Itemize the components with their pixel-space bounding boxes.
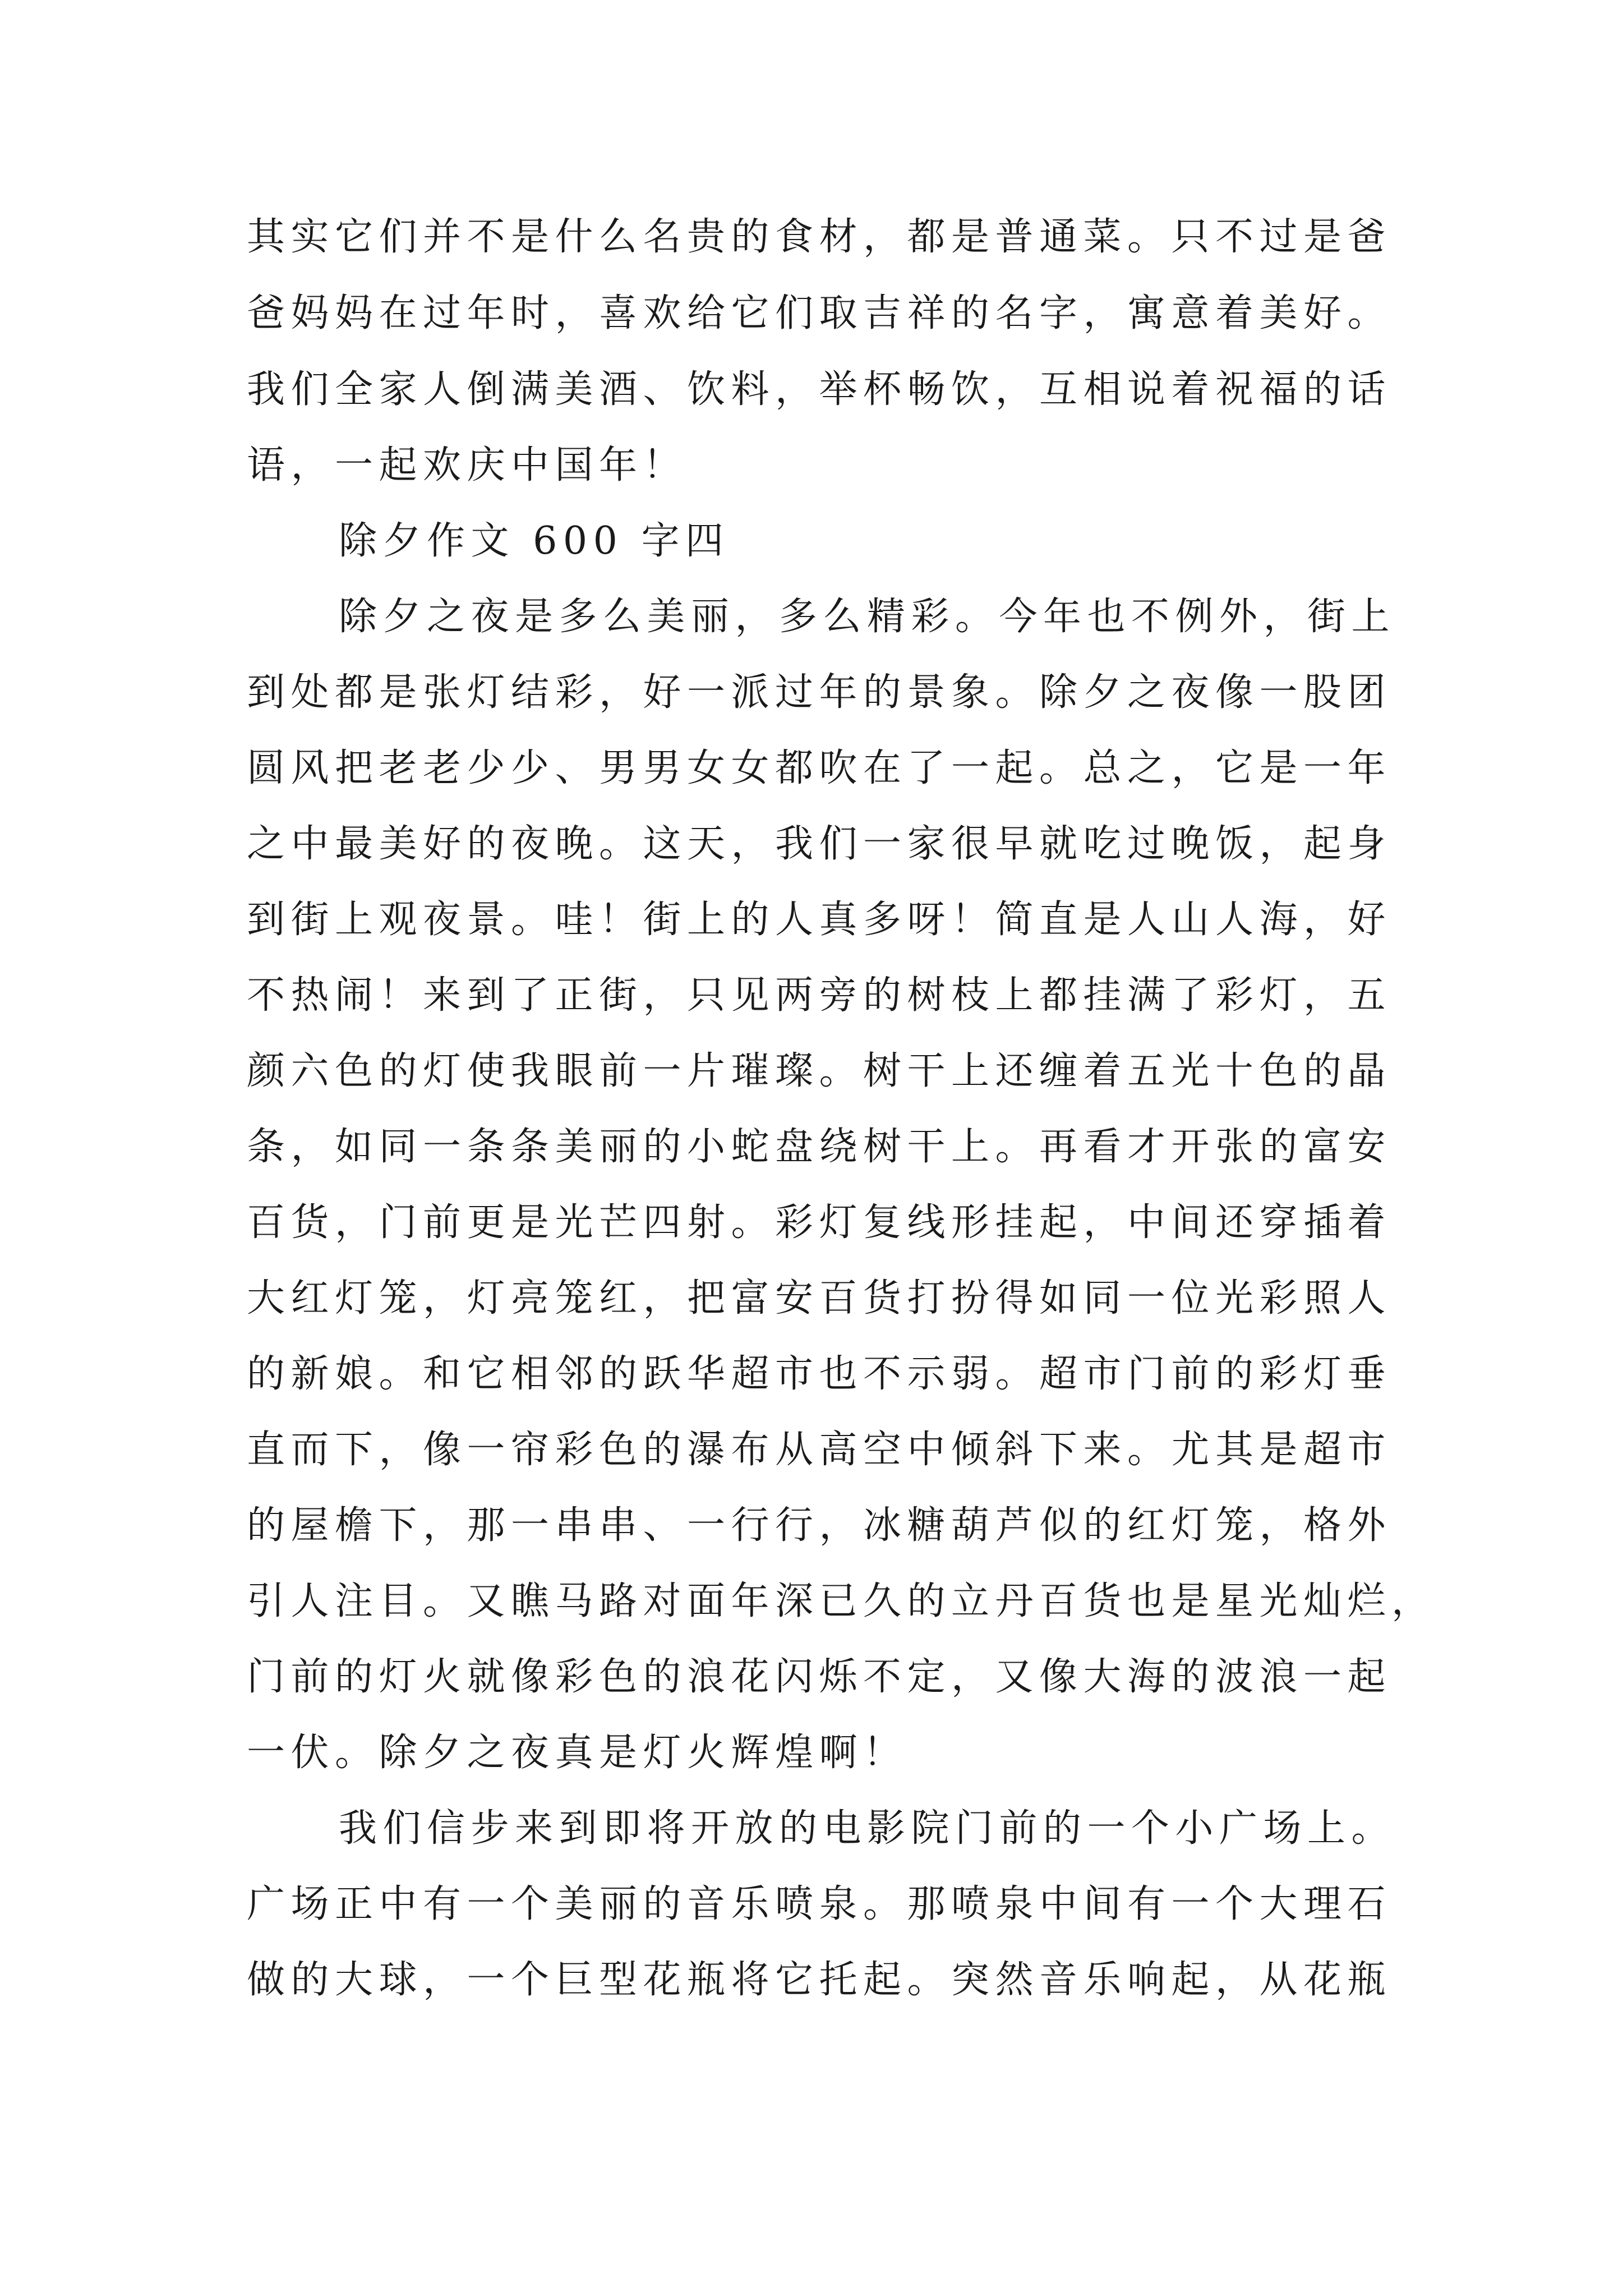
text-line: 做的大球，一个巨型花瓶将它托起。突然音乐响起，从花瓶: [247, 1958, 1392, 2002]
text-line: 到街上观夜景。哇！街上的人真多呀！简直是人山人海，好: [247, 898, 1392, 942]
text-line: 到处都是张灯结彩，好一派过年的景象。除夕之夜像一股团: [247, 670, 1392, 715]
text-line: 我们全家人倒满美酒、饮料，举杯畅饮，互相说着祝福的话: [247, 367, 1392, 412]
text-line: 语，一起欢庆中国年！: [247, 443, 688, 487]
text-line: 一伏。除夕之夜真是灯火辉煌啊！: [247, 1731, 907, 1775]
text-line: 门前的灯火就像彩色的浪花闪烁不定，又像大海的波浪一起: [247, 1655, 1392, 1699]
text-line: 大红灯笼，灯亮笼红，把富安百货打扮得如同一位光彩照人: [247, 1276, 1392, 1320]
section-heading: 除夕作文 600 字四: [339, 519, 730, 563]
text-line: 不热闹！来到了正街，只见两旁的树枝上都挂满了彩灯，五: [247, 973, 1392, 1018]
text-line: 之中最美好的夜晚。这天，我们一家很早就吃过晚饭，起身: [247, 822, 1392, 866]
text-line: 我们信步来到即将开放的电影院门前的一个小广场上。: [339, 1806, 1396, 1851]
text-line: 广场正中有一个美丽的音乐喷泉。那喷泉中间有一个大理石: [247, 1882, 1392, 1926]
text-line: 直而下，像一帘彩色的瀑布从高空中倾斜下来。尤其是超市: [247, 1428, 1392, 1472]
text-line: 圆风把老老少少、男男女女都吹在了一起。总之，它是一年: [247, 746, 1392, 790]
text-line: 除夕之夜是多么美丽，多么精彩。今年也不例外，街上: [339, 595, 1396, 639]
text-line: 条，如同一条条美丽的小蛇盘绕树干上。再看才开张的富安: [247, 1125, 1392, 1169]
text-line: 的屋檐下，那一串串、一行行，冰糖葫芦似的红灯笼，格外: [247, 1503, 1392, 1548]
text-line: 引人注目。又瞧马路对面年深已久的立丹百货也是星光灿烂，: [247, 1579, 1436, 1623]
text-line: 的新娘。和它相邻的跃华超市也不示弱。超市门前的彩灯垂: [247, 1352, 1392, 1396]
text-line: 其实它们并不是什么名贵的食材，都是普通菜。只不过是爸: [247, 215, 1392, 259]
text-line: 百货，门前更是光芒四射。彩灯复线形挂起，中间还穿插着: [247, 1200, 1392, 1245]
text-line: 爸妈妈在过年时，喜欢给它们取吉祥的名字，寓意着美好。: [247, 291, 1392, 335]
text-line: 颜六色的灯使我眼前一片璀璨。树干上还缠着五光十色的晶: [247, 1049, 1392, 1093]
